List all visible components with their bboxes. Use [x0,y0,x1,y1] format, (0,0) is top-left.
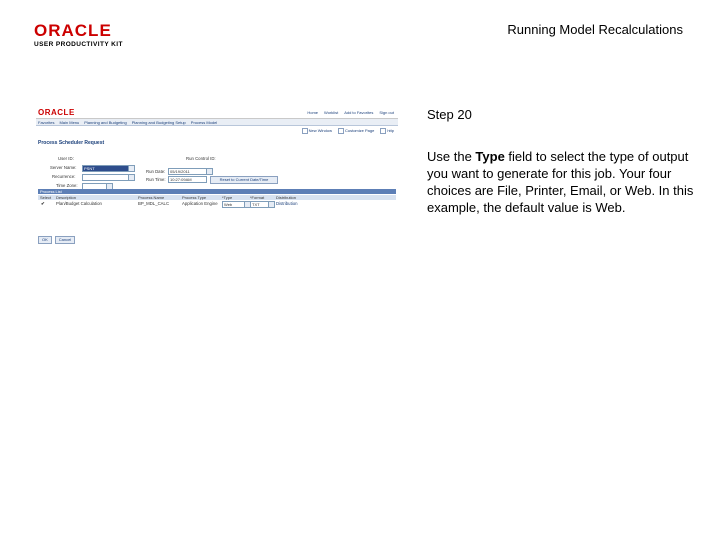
tool-customize-page[interactable] [338,128,374,134]
reset-date-time-button[interactable]: Reset to Current Date/Time [210,176,278,184]
user-id-label: User ID: [58,156,74,161]
select-checkbox[interactable]: ✔ [41,201,45,206]
screenshot-breadcrumb [36,119,398,126]
col-select: Select [40,195,52,200]
server-name-select[interactable]: PSNT [82,165,129,172]
screenshot-page-tools [302,128,394,134]
col-type: *Type [222,195,233,200]
process-list-columns [38,195,396,200]
distribution-link[interactable]: Distribution [276,201,298,206]
tool-http[interactable] [380,128,394,134]
nav-planning-budgeting-setup[interactable]: Planning and Budgeting Setup [131,119,186,125]
run-date-label: Run Date: [146,169,166,174]
http-icon [380,128,386,134]
instruction-before: Use the [427,149,476,164]
instruction-field-name: Type [475,149,505,164]
format-dropdown-icon[interactable] [268,201,275,208]
screenshot-oracle-logo: ORACLE [38,108,75,117]
screenshot-top-links [307,110,394,115]
cancel-button[interactable]: Cancel [55,236,75,244]
screenshot-action-buttons [38,236,75,244]
format-select[interactable]: TXT [250,201,269,208]
run-date-input[interactable]: 05/19/2011 [168,168,207,175]
nav-main-menu[interactable]: Main Menu [59,119,80,125]
ok-button[interactable]: OK [38,236,52,244]
step-number: Step 20 [427,107,472,122]
nav-planning-budgeting[interactable]: Planning and Budgeting [84,119,127,125]
application-screenshot [36,107,398,247]
slide-title: Running Model Recalculations [507,22,683,37]
customize-page-icon [338,128,344,134]
link-home[interactable]: Home [307,110,319,115]
logo-oracle-text: ORACLE [34,21,112,40]
row-process-name: BP_MDL_CALC [138,201,170,206]
logo-subtitle: USER PRODUCTIVITY KIT [34,41,123,48]
run-control-label: Run Control ID: [186,156,216,161]
table-row [38,201,396,207]
run-time-label: Run Time: [146,177,166,182]
step-instruction [427,148,697,216]
recurrence-select[interactable] [82,174,129,181]
col-description: Description [56,195,77,200]
screenshot-page-heading: Process Scheduler Request [38,140,105,146]
link-worklist[interactable]: Worklist [324,110,339,115]
server-name-dropdown-icon[interactable] [128,165,135,172]
col-process-name: Process Name [138,195,165,200]
tool-new-window-label: New Window [308,128,332,134]
instruction-after: field to select the type of output you want to generate for this job. Your four choices are File, Printer, Email, or Web. In this example, the default value is Web. [427,149,694,215]
link-sign-out[interactable]: Sign out [379,110,394,115]
time-zone-label: Time Zone: [56,183,78,188]
calendar-icon[interactable] [206,168,213,175]
nav-process-model[interactable]: Process Model [190,119,218,125]
col-process-type: Process Type [182,195,207,200]
oracle-upk-logo [34,22,129,48]
new-window-icon [302,128,308,134]
run-time-input[interactable]: 10:27:09AM [168,176,207,183]
tool-new-window[interactable] [302,128,332,134]
col-distribution: Distribution [276,195,297,200]
recurrence-label: Recurrence: [52,174,76,179]
link-add-to-favorites[interactable]: Add to Favorites [344,110,374,115]
server-name-label: Server Name: [50,165,77,170]
screenshot-banner [36,107,398,119]
row-description: Plan/Budget Calculation [56,201,102,206]
col-format: *Format [250,195,265,200]
recurrence-dropdown-icon[interactable] [128,174,135,181]
nav-favorites[interactable]: Favorites [38,119,55,125]
tool-customize-page-label: Customize Page [344,128,375,134]
type-select[interactable]: Web [222,201,245,208]
tool-http-label: http [387,128,394,134]
process-list-header: Process List [38,189,396,194]
row-process-type: Application Engine [182,201,218,206]
